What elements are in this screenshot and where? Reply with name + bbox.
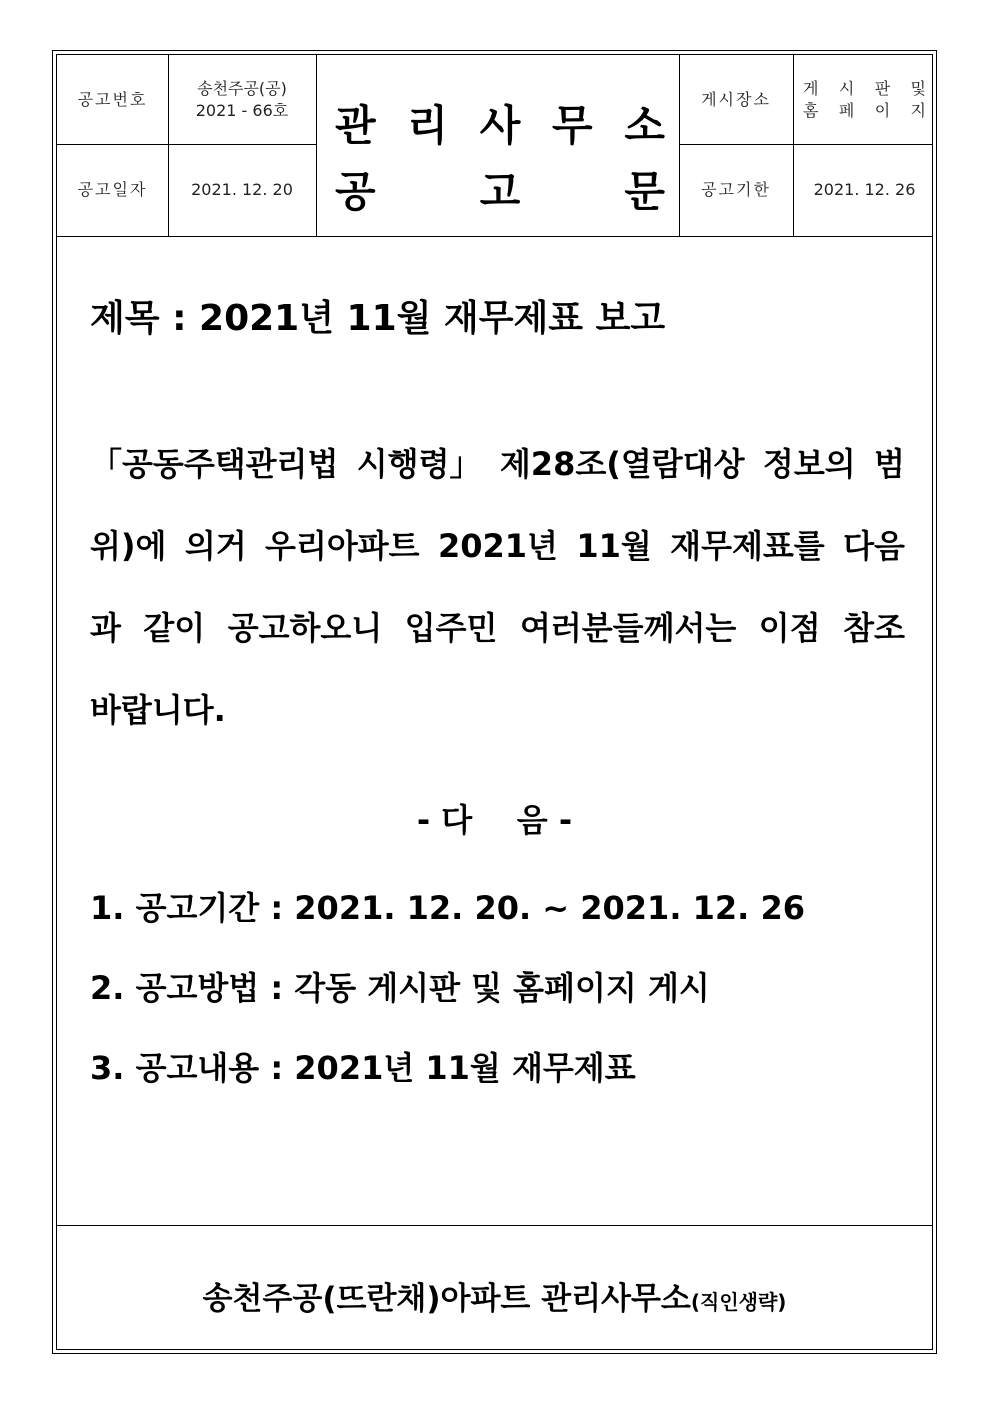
place-char: 및 — [910, 78, 926, 98]
paragraph-word: 이점 — [758, 609, 821, 647]
paragraph-line — [90, 505, 905, 587]
notice-document — [52, 50, 937, 1354]
notice-paragraph — [90, 423, 905, 751]
paragraph-word: 공고하오니 — [227, 609, 383, 647]
posting-place-value — [793, 55, 936, 144]
title-char: 관 — [335, 101, 376, 150]
title-char: 고 — [479, 167, 521, 216]
issuer-signature — [57, 1273, 932, 1318]
place-char: 지 — [910, 100, 926, 120]
paragraph-word: 의거 — [184, 527, 247, 565]
title-char: 공 — [335, 167, 376, 216]
paragraph-word: 다음 — [843, 527, 905, 565]
title-char: 소 — [624, 101, 665, 150]
paragraph-word: 제28조(열람대상 — [499, 445, 745, 483]
office-notice-title — [319, 55, 679, 236]
paragraph-word: 입주민 — [404, 609, 498, 647]
place-char: 판 — [874, 78, 891, 98]
paragraph-word: 위)에 — [90, 527, 167, 565]
paragraph-word: 11월 — [576, 527, 652, 565]
notice-number-value-line2: 2021 - 66호 — [195, 100, 289, 120]
posting-deadline-label: 공고기한 — [701, 180, 771, 199]
notice-inner-frame — [56, 54, 933, 1350]
place-char: 페 — [838, 100, 855, 120]
notice-date-value: 2021. 12. 20 — [191, 180, 293, 199]
place-char: 게 — [803, 78, 819, 98]
paragraph-word: 과 — [90, 609, 121, 647]
seal-omitted-note: (직인생략) — [690, 1290, 787, 1314]
paragraph-word: 우리아파트 — [265, 527, 420, 565]
posting-place-line1 — [803, 78, 926, 100]
footer-divider — [57, 1225, 932, 1226]
title-char: 무 — [552, 101, 593, 150]
posting-place-label: 게시장소 — [701, 89, 771, 109]
notice-date-label: 공고일자 — [77, 180, 148, 199]
following-heading: - 다 음 - — [416, 801, 573, 839]
notice-item-period: 1. 공고기간 : 2021. 12. 20. ~ 2021. 12. 26 — [90, 889, 805, 927]
title-char: 문 — [624, 167, 665, 216]
notice-header-table — [57, 55, 932, 237]
paragraph-word: 정보의 — [762, 445, 856, 483]
posting-place-line2 — [803, 100, 926, 122]
paragraph-word: 범 — [874, 445, 905, 483]
paragraph-word: 바랍니다. — [90, 691, 226, 729]
notice-number-label: 공고번호 — [77, 89, 148, 109]
title-char: 사 — [479, 101, 521, 150]
paragraph-word: 참조 — [843, 609, 905, 647]
paragraph-word: 여러분들께서는 — [519, 609, 737, 647]
place-char: 이 — [874, 100, 891, 120]
notice-number-value — [168, 55, 316, 144]
paragraph-word: 시행령」 — [356, 445, 482, 483]
place-char: 시 — [838, 78, 855, 98]
paragraph-line — [90, 587, 905, 669]
paragraph-word: 「공동주택관리법 — [90, 445, 339, 483]
notice-subject: 제목 : 2021년 11월 재무제표 보고 — [90, 298, 666, 339]
place-char: 홈 — [803, 100, 819, 120]
paragraph-line — [90, 423, 905, 505]
paragraph-word: 같이 — [143, 609, 206, 647]
paragraph-word: 2021년 — [437, 527, 558, 565]
paragraph-line — [90, 669, 905, 751]
notice-number-value-line1: 송천주공(공) — [197, 78, 287, 98]
notice-item-content: 3. 공고내용 : 2021년 11월 재무제표 — [90, 1049, 636, 1087]
notice-item-method: 2. 공고방법 : 각동 게시판 및 홈페이지 게시 — [90, 969, 710, 1007]
posting-deadline-value: 2021. 12. 26 — [813, 180, 916, 199]
title-char: 리 — [407, 101, 448, 150]
issuer-name: 송천주공(뜨란채)아파트 관리사무소 — [202, 1281, 691, 1317]
paragraph-word: 재무제표를 — [670, 527, 825, 565]
title-line-office — [335, 93, 665, 153]
title-line-notice — [335, 159, 665, 219]
